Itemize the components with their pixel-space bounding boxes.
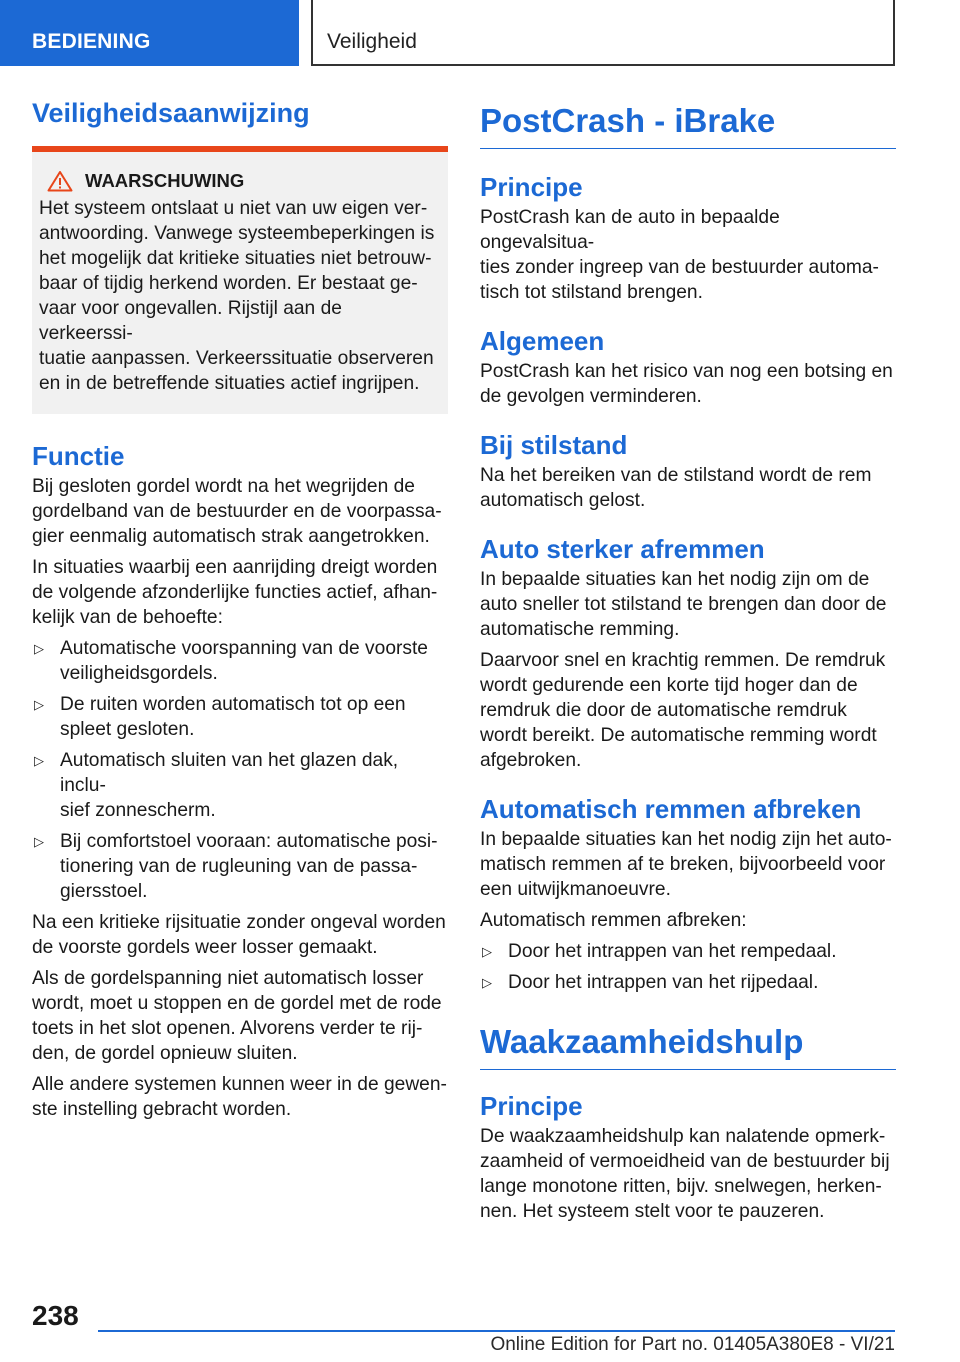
warning-triangle-icon bbox=[47, 170, 73, 192]
triangle-right-icon: ▷ bbox=[34, 697, 44, 712]
heading-algemeen: Algemeen bbox=[480, 326, 605, 356]
paragraph: Automatisch remmen afbreken: bbox=[480, 910, 747, 931]
list-item: ▷ Door het intrappen van het rijpedaal. bbox=[482, 972, 819, 993]
heading-principe: Principe bbox=[480, 172, 583, 202]
list-item: ▷ Door het intrappen van het rempedaal. bbox=[482, 941, 837, 962]
paragraph: PostCrash kan het risico van nog een botsing en de gevolgen verminderen. bbox=[480, 361, 893, 407]
list-item: ▷ Automatische voorspanning van de voorste veiligheidsgordels. bbox=[34, 638, 428, 684]
page-number: 238 bbox=[32, 1300, 79, 1331]
chapter-title: Veiligheid bbox=[311, 0, 895, 66]
page-header bbox=[0, 0, 960, 66]
paragraph: In bepaalde situaties kan het nodig zijn het auto- matisch remmen af te breken, bijvoorbeeld voor een uitwijkmanoeuvre. bbox=[480, 829, 892, 900]
bullet-list bbox=[32, 636, 448, 904]
heading-functie: Functie bbox=[32, 441, 125, 471]
footer-divider bbox=[98, 1330, 895, 1332]
heading-bij-stilstand: Bij stilstand bbox=[480, 430, 628, 460]
paragraph: Na een kritieke rijsituatie zonder ongeval worden de voorste gordels weer losser gemaakt. bbox=[32, 912, 446, 958]
left-column bbox=[32, 96, 448, 1122]
warning-text: Het systeem ontslaat u niet van uw eigen ver- antwoording. Vanwege systeembeperkingen is het mogelijk dat kritieke situaties niet betrouw- baar of tijdig herkend worden. Er bestaat ge- vaar voor ongevallen. Rijstijl aan de verkeerssi- tuatie aanpassen. Verkeerssituatie observeren en in de betreffende situaties actief ingrijpen. bbox=[39, 198, 435, 394]
warning-title: WAARSCHUWING bbox=[85, 170, 245, 191]
triangle-right-icon: ▷ bbox=[34, 834, 44, 849]
heading-waakzaamheidshulp: Waakzaamheidshulp bbox=[480, 1019, 896, 1070]
paragraph: PostCrash kan de auto in bepaalde ongevalsitua- ties zonder ingreep van de bestuurder automa- tisch tot stilstand brengen. bbox=[480, 207, 879, 303]
triangle-right-icon: ▷ bbox=[482, 944, 492, 959]
paragraph: De waakzaamheidshulp kan nalatende opmerk- zaamheid of vermoeidheid van de bestuurder bij lange monotone ritten, bijv. snelwegen, herken- nen. Het systeem stelt voor te pauzeren. bbox=[480, 1126, 890, 1222]
heading-sterker-afremmen: Auto sterker afremmen bbox=[480, 534, 765, 564]
paragraph: In bepaalde situaties kan het nodig zijn om de auto sneller tot stilstand te brengen dan door de automatische remming. bbox=[480, 569, 887, 640]
paragraph: Bij gesloten gordel wordt na het wegrijden de gordelband van de bestuurder en de voorpassa- gier eenmalig automatisch strak aangetrokken. bbox=[32, 476, 442, 547]
heading-veiligheidsaanwijzing: Veiligheidsaanwijzing bbox=[32, 98, 310, 128]
heading-principe-2: Principe bbox=[480, 1091, 583, 1121]
list-item: ▷ Automatisch sluiten van het glazen dak, inclu- sief zonnescherm. bbox=[34, 750, 399, 821]
paragraph: Als de gordelspanning niet automatisch losser wordt, moet u stoppen en de gordel met de rode toets in het slot openen. Alvorens verder te rij- den, de gordel opnieuw sluiten. bbox=[32, 968, 442, 1064]
heading-postcrash: PostCrash - iBrake bbox=[480, 98, 896, 149]
paragraph: Na het bereiken van de stilstand wordt de rem automatisch gelost. bbox=[480, 465, 872, 511]
list-item: ▷ De ruiten worden automatisch tot op een spleet gesloten. bbox=[34, 694, 406, 740]
footer-edition: Online Edition for Part no. 01405A380E8 - VI/21 bbox=[490, 1334, 895, 1355]
right-column bbox=[480, 98, 896, 1224]
bullet-list bbox=[480, 939, 896, 995]
section-tab: BEDIENING bbox=[0, 0, 299, 66]
triangle-right-icon: ▷ bbox=[34, 753, 44, 768]
heading-remmen-afbreken: Automatisch remmen afbreken bbox=[480, 794, 862, 824]
triangle-right-icon: ▷ bbox=[482, 975, 492, 990]
paragraph: In situaties waarbij een aanrijding dreigt worden de volgende afzonderlijke functies actief, afhan- kelijk van de behoefte: bbox=[32, 557, 438, 628]
list-item: ▷ Bij comfortstoel vooraan: automatische posi- tionering van de rugleuning van de passa- giersstoel. bbox=[34, 831, 438, 902]
warning-box bbox=[32, 146, 448, 414]
triangle-right-icon: ▷ bbox=[34, 641, 44, 656]
paragraph: Daarvoor snel en krachtig remmen. De remdruk wordt gedurende een korte tijd hoger dan de remdruk die door de automatische remdruk wordt bereikt. De automatische remming wordt afgebroken. bbox=[480, 650, 886, 771]
paragraph: Alle andere systemen kunnen weer in de gewen- ste instelling gebracht worden. bbox=[32, 1074, 447, 1120]
